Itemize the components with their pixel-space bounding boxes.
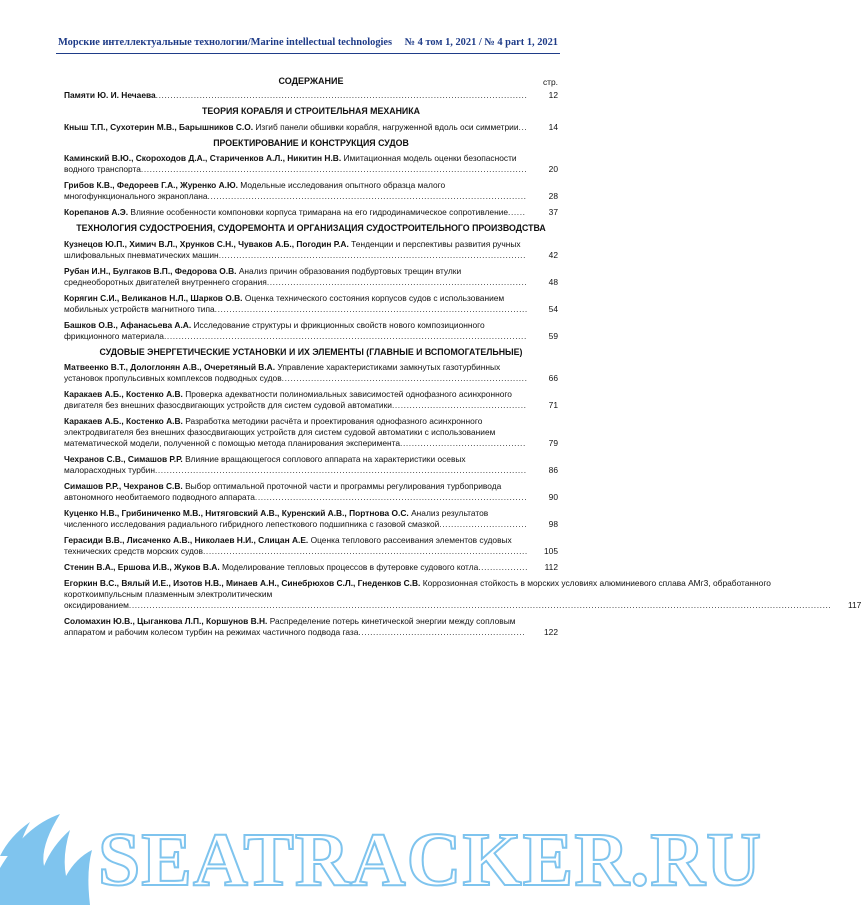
toc-entry[interactable] bbox=[64, 293, 558, 315]
entry-title: Выбор оптимальной проточной части и программы регулирования турбопривода автономного необитаемого подводного аппарата bbox=[64, 481, 502, 502]
toc-entry[interactable] bbox=[64, 508, 558, 530]
memorial-page: 12 bbox=[548, 90, 558, 100]
entry-page-number: 79 bbox=[548, 438, 558, 448]
entry-title: Оценка теплового рассеивания элементов судовых технических средств морских судов bbox=[64, 535, 512, 556]
entry-title: Влияние особенности компоновки корпуса тримарана на его гидродинамическое сопротивление bbox=[130, 207, 509, 217]
toc-entry[interactable] bbox=[64, 578, 861, 611]
entry-title: Имитационная модель оценки безопасности водного транспорта bbox=[64, 153, 517, 174]
page-column-label: стр. bbox=[542, 77, 558, 87]
leader-dots: .............................................. bbox=[391, 400, 527, 410]
entry-authors: Рубан И.Н., Булгаков В.П., Федорова О.В. bbox=[64, 265, 237, 276]
entry-authors: Матвеенко В.Т., Дологлонян А.В., Очеретяный В.А. bbox=[64, 362, 276, 372]
section-heading: ТЕОРИЯ КОРАБЛЯ И СТРОИТЕЛЬНАЯ МЕХАНИКА bbox=[202, 106, 420, 116]
entry-page-number: 98 bbox=[548, 519, 558, 529]
entry-page-number: 48 bbox=[548, 276, 558, 287]
entry-authors: Кузнецов Ю.П., Химич В.Л., Хрунков С.Н., Чуваков А.Б., Погодин Р.А. bbox=[64, 238, 349, 249]
entry-page-number: 20 bbox=[548, 164, 558, 174]
leader-dots: ........................................................................................................... bbox=[214, 303, 528, 314]
leader-dots: ............................................................................................................................ bbox=[163, 330, 527, 341]
header-divider bbox=[56, 53, 560, 54]
entry-page-number: 86 bbox=[548, 465, 558, 475]
entry-title: Разработка методики расчёта и проектирования однофазного асинхронного электродвигателя без внешних фазосдвигающих устройств для систем судовой автоматики с использованием математической модели, полученной с помощью метода планирования эксперимента bbox=[64, 416, 496, 448]
entry-page-number: 28 bbox=[548, 191, 558, 201]
leader-dots: ......................................................................................... bbox=[266, 276, 528, 287]
entry-page-number: 66 bbox=[548, 373, 558, 383]
toc-entry[interactable] bbox=[64, 122, 558, 133]
leader-dots: .................................................................................................................................... bbox=[140, 164, 528, 174]
section-heading: ПРОЕКТИРОВАНИЕ И КОНСТРУКЦИЯ СУДОВ bbox=[213, 137, 409, 148]
toc-entry[interactable] bbox=[64, 562, 558, 573]
leader-dots: ............................................................................................................................... bbox=[154, 465, 527, 475]
toc-entry[interactable] bbox=[64, 239, 558, 261]
leader-dots: ............................................................................................................................... bbox=[155, 90, 528, 100]
toc-sections bbox=[64, 106, 861, 638]
entry-page-number: 14 bbox=[548, 121, 558, 132]
toc-entry[interactable] bbox=[64, 454, 558, 476]
entry-authors: Кныш Т.П., Сухотерин М.В., Барышников С.О. bbox=[64, 121, 254, 132]
entry-title: Распределение потерь кинетической энергии между сопловым аппаратом и рабочим колесом турбин на режимах частичного подвода газа bbox=[64, 616, 516, 637]
watermark-text: SEATRACKER.RU bbox=[98, 818, 763, 902]
memorial-title: Памяти Ю. И. Нечаева bbox=[64, 90, 156, 100]
entry-title: Управление характеристиками замкнутых газотурбинных установок пропульсивных комплексов подводных судов bbox=[64, 362, 501, 383]
leader-dots: ......................................................... bbox=[358, 627, 526, 637]
entry-authors: Башков О.В., Афанасьева А.А. bbox=[64, 319, 192, 330]
entry-authors: Корепанов А.Э. bbox=[64, 207, 129, 217]
entry-title: Модельные исследования опытного образца малого многофункционального экраноплана bbox=[64, 180, 446, 201]
leader-dots: ........................................... bbox=[400, 438, 526, 448]
toc-entry[interactable] bbox=[64, 207, 558, 218]
entry-authors: Корягин С.И., Великанов Н.Л., Шарков О.В. bbox=[64, 292, 243, 303]
leader-dots: ............................................................................................. bbox=[254, 492, 528, 502]
entry-title: Исследование структуры и фрикционных свойств нового композиционного фрикционного материала bbox=[64, 319, 485, 341]
leader-dots: ............................................................................................................. bbox=[207, 191, 527, 201]
entry-title: Влияние вращающегося соплового аппарата на характеристики осевых малорасходных турбин bbox=[64, 454, 466, 475]
entry-page-number: 71 bbox=[548, 400, 558, 410]
journal-title: Морские интеллектуальные технологии/Marine intellectual technologies bbox=[58, 37, 393, 48]
issue-number: № 4 том 1, 2021 / № 4 part 1, 2021 bbox=[404, 37, 558, 48]
entry-title: Анализ причин образования подбуртовых трещин втулки среднеоборотных двигателей внутреннего сгорания bbox=[64, 265, 462, 287]
leader-dots: .............................. bbox=[439, 519, 528, 529]
entry-title: Оценка технического состояния корпусов судов с использованием мобильных устройств магнитного типа bbox=[64, 292, 505, 314]
entry-page-number: 42 bbox=[548, 249, 558, 260]
table-of-contents bbox=[64, 76, 861, 643]
entry-authors: Симашов Р.Р., Чехранов С.В. bbox=[64, 481, 183, 491]
running-header bbox=[58, 37, 558, 48]
entry-authors: Соломахин Ю.В., Цыганкова Л.П., Коршунов В.Н. bbox=[64, 616, 268, 626]
toc-entry[interactable] bbox=[64, 362, 558, 384]
entry-title: Моделирование тепловых процессов в футеровке судового котла bbox=[221, 562, 479, 572]
entry-page-number: 59 bbox=[548, 330, 558, 341]
toc-entry[interactable] bbox=[64, 481, 558, 503]
entry-authors: Каракаев А.Б., Костенко А.В. bbox=[64, 416, 183, 426]
entry-page-number: 90 bbox=[548, 492, 558, 502]
entry-page-number: 122 bbox=[544, 627, 558, 637]
entry-page-number: 117 bbox=[847, 600, 861, 610]
entry-authors: Каракаев А.Б., Костенко А.В. bbox=[64, 389, 183, 399]
toc-entry[interactable] bbox=[64, 266, 558, 288]
toc-entry[interactable] bbox=[64, 416, 558, 449]
entry-page-number: 37 bbox=[548, 207, 558, 217]
entry-title: Тенденции и перспективы развития ручных шлифовальных пневматических машин bbox=[64, 238, 521, 260]
entry-authors: Егоркин В.С., Вялый И.Е., Изотов Н.В., Минаев А.Н., Синебрюхов С.Л., Гнеденков С.В. bbox=[64, 578, 421, 588]
toc-entry[interactable] bbox=[64, 535, 558, 557]
entry-title: Изгиб панели обшивки корабля, нагруженной вдоль оси симметрии bbox=[255, 121, 519, 132]
entry-authors: Куценко Н.В., Грибиниченко М.В., Нитяговский А.В., Куренский А.В., Портнова О.С. bbox=[64, 508, 409, 518]
entry-authors: Грибов К.В., Федореев Г.А., Журенко А.Ю. bbox=[64, 180, 238, 190]
toc-entry[interactable] bbox=[64, 153, 558, 175]
entry-page-number: 105 bbox=[544, 546, 558, 556]
toc-entry[interactable] bbox=[64, 616, 558, 638]
entry-title: Проверка адекватности полиномиальных зависимостей однофазного асинхронного двигателя без внешних фазосдвигающих устройств для систем судовой автоматики bbox=[64, 389, 512, 410]
section-heading: ТЕХНОЛОГИЯ СУДОСТРОЕНИЯ, СУДОРЕМОНТА И ОРГАНИЗАЦИЯ СУДОСТРОИТЕЛЬНОГО ПРОИЗВОДСТВА bbox=[76, 223, 546, 233]
entry-authors: Чехранов С.В., Симашов Р.Р. bbox=[64, 454, 183, 464]
leader-dots: ............................................................................................................... bbox=[202, 546, 528, 556]
leader-dots: ................................................................................................................................................................................................................................................ bbox=[128, 600, 832, 610]
toc-entry[interactable] bbox=[64, 180, 558, 202]
toc-entry-memorial[interactable] bbox=[64, 90, 558, 101]
toc-entry[interactable] bbox=[64, 389, 558, 411]
toc-title-row bbox=[64, 76, 558, 90]
section-heading: СУДОВЫЕ ЭНЕРГЕТИЧЕСКИЕ УСТАНОВКИ И ИХ ЭЛЕМЕНТЫ (ГЛАВНЫЕ И ВСПОМОГАТЕЛЬНЫЕ) bbox=[99, 346, 523, 357]
entry-title: Анализ результатов численного исследования радиального гибридного лепесткового подшипника с газовой смазкой bbox=[64, 508, 489, 529]
leader-dots: ...... bbox=[508, 207, 526, 217]
toc-entry[interactable] bbox=[64, 320, 558, 342]
leader-dots: ... bbox=[518, 121, 528, 132]
leader-dots: ................. bbox=[478, 562, 529, 572]
entry-authors: Каминский В.Ю., Скороходов Д.А., Стариченков А.Л., Никитин Н.В. bbox=[64, 153, 342, 163]
leader-dots: ......................................................................................................... bbox=[218, 249, 527, 260]
entry-authors: Стенин В.А., Ершова И.В., Жуков В.А. bbox=[64, 562, 220, 572]
toc-title: СОДЕРЖАНИЕ bbox=[278, 76, 344, 86]
entry-page-number: 112 bbox=[544, 562, 558, 572]
entry-title: Коррозионная стойкость в морских условиях алюминиевого сплава АМг3, обработанного короткоимпульсным плазменным электролитическим оксидированием bbox=[64, 578, 771, 610]
entry-page-number: 54 bbox=[548, 303, 558, 314]
entry-authors: Герасиди В.В., Лисаченко А.В., Николаев Н.И., Слицан А.Е. bbox=[64, 535, 309, 545]
leader-dots: .................................................................................... bbox=[281, 373, 528, 383]
